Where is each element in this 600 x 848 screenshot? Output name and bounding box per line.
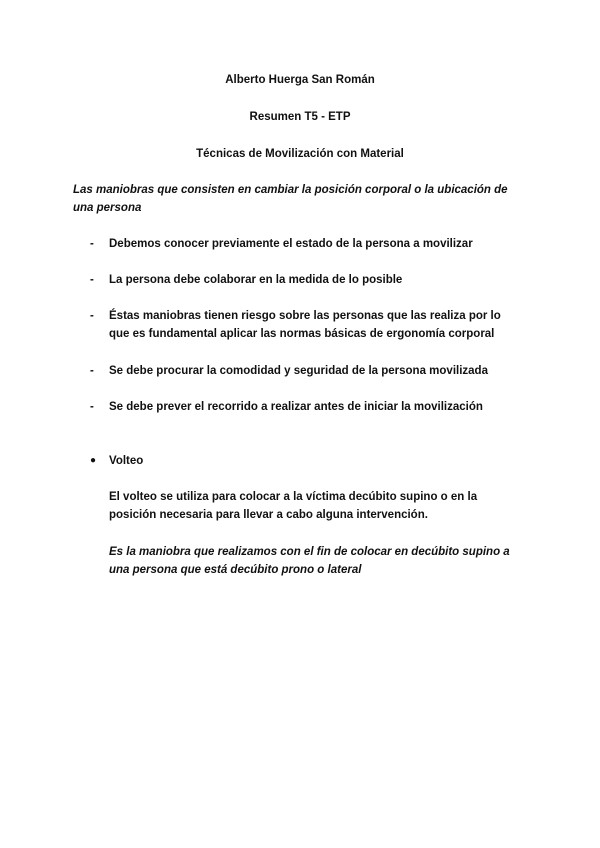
- topic-title: Técnicas de Movilización con Material: [196, 148, 404, 160]
- intro-text: Las maniobras que consisten en cambiar la posición corporal o la ubicación de una persona: [73, 184, 508, 214]
- dash-marker: -: [90, 365, 94, 377]
- list-item-text: Éstas maniobras tienen riesgo sobre las personas que las realiza por lo que es fundamental aplicar las normas básicas de ergonomía corporal: [109, 310, 501, 340]
- list-item-text: La persona debe colaborar en la medida de lo posible: [109, 274, 403, 286]
- author-name: Alberto Huerga San Román: [225, 74, 375, 86]
- list-item: [90, 398, 520, 416]
- dash-marker: -: [90, 401, 94, 413]
- section-italic-paragraph: Es la maniobra que realizamos con el fin de colocar en decúbito supino a una persona que está decúbito prono o lateral: [109, 546, 510, 576]
- document-subtitle: Resumen T5 - ETP: [249, 111, 351, 123]
- list-item-text: Se debe prever el recorrido a realizar antes de iniciar la movilización: [109, 401, 483, 413]
- section-title: Volteo: [109, 455, 144, 467]
- list-item: [90, 362, 520, 380]
- bullet-icon: ●: [90, 455, 97, 466]
- dash-marker: -: [90, 310, 94, 322]
- dash-marker: -: [90, 274, 94, 286]
- section-paragraph: El volteo se utiliza para colocar a la víctima decúbito supino o en la posición necesaria para llevar a cabo alguna intervención.: [109, 491, 478, 521]
- list-item: [90, 271, 520, 289]
- list-item-text: Se debe procurar la comodidad y seguridad de la persona movilizada: [109, 365, 488, 377]
- list-item: [90, 235, 520, 253]
- section-heading: [90, 452, 520, 470]
- list-item: [90, 307, 520, 343]
- list-item-text: Debemos conocer previamente el estado de la persona a movilizar: [109, 238, 473, 250]
- dash-marker: -: [90, 238, 94, 250]
